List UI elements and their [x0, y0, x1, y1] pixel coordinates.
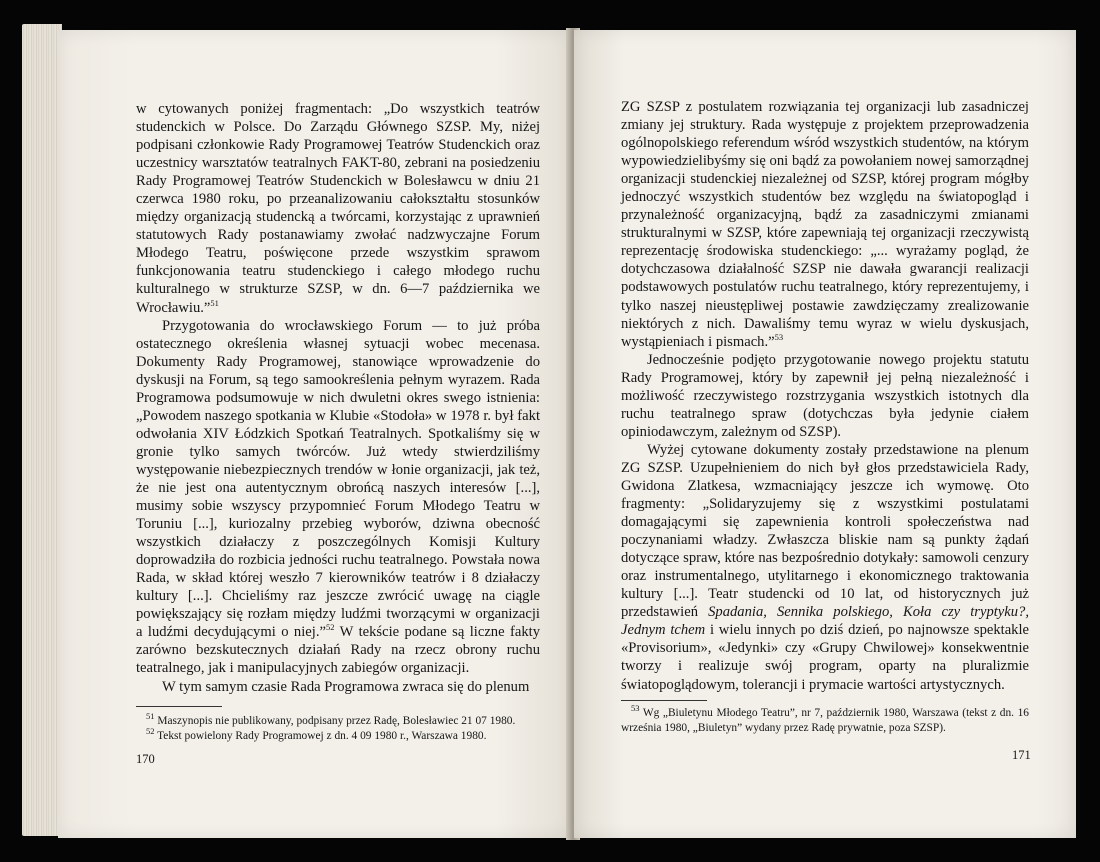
text-run: Spadania, Sennika polskiego, Koła czy tryptyku?, Jednym tchem	[621, 604, 1030, 639]
text-run: w cytowanych poniżej fragmentach: „Do wszystkich teatrów studenckich w Polsce. Do Zarządu Głównego SZSP. My, niżej podpisani członkowie Rady Programowej Teatrów Studenckich oraz uczestnicy warsztatów teatralnych FAKT-80, zebrani na posiedzeniu Rady Programowej Teatrów Studenckich w Bolesławcu w dniu 21 czerwca 1980 roku, po przeanalizowaniu całokształtu stosunków między organizacją studencką a twórcami, korzystając z uprawnień statutowych Rady postanawiamy zwołać nadzwyczajne Forum Młodego Teatru, poświęcone przede wszystkim sprawom funkcjonowania teatru studenckiego i całego młodego ruchu kulturalnego w strukturze SZSP, w dn. 6—7 października we Wrocławiu.”	[136, 101, 540, 316]
page-edges	[22, 24, 62, 836]
right-footnotes	[621, 703, 1029, 736]
paragraph	[136, 100, 540, 317]
text-run: ZG SZSP z postulatem rozwiązania tej organizacji lub zasadniczej zmiany jej struktury. Rada występuje z projektem przeprowadzenia ogólnopolskiego referendum wśród wszystkich studentów, na którym wypowiedzielibyśmy się oni bądź za powołaniem nowej samorządnej organizacji studenckiej niezależnej od SZSP, której program mógłby jednoczyć wszystkich studentów bez względu na światopogląd i przynależność organizacyjną, bądź za zasadniczymi zmianami strukturalnymi w SZSP, które zapewniają tej organizacji rzeczywistą reprezentację środowiska studenckiego: „... wyrażamy pogląd, że dotychczasowa działalność SZSP nie dawała gwarancji realizacji podstawowych postulatów ruchu teatralnego, który reprezentujemy, i tylko naszej nieustępliwej postawie zawdzięczamy zrealizowanie niektórych z nich. Dawaliśmy temu wyraz w wielu dyskusjach, wystąpieniach i pismach.”	[621, 99, 1029, 350]
paragraph	[136, 678, 540, 696]
paragraph	[621, 98, 1029, 351]
footnote-text: Maszynopis nie publikowany, podpisany przez Radę, Bolesławiec 21 07 1980.	[154, 715, 516, 727]
footnote	[621, 703, 1029, 736]
paragraph	[136, 317, 540, 678]
footnote-text: Tekst powielony Rady Programowej z dn. 4 09 1980 r., Warszawa 1980.	[154, 730, 487, 742]
left-footnotes	[136, 711, 540, 744]
text-run: Przygotowania do wrocławskiego Forum — to już próba ostatecznego określenia własnej sytuacji wobec mecenasa. Dokumenty Rady Programowej, stanowiące wprowadzenie do dyskusji na Forum, są tego samookreślenia pełnym wyrazem. Rada Programowa podsumowuje w nich dwuletni okres swego istnienia: „Powodem naszego spotkania w Klubie «Stodoła» w 1978 r. był fakt odwołania XIV Łódzkich Spotkań Teatralnych. Spotkaliśmy się w gronie tylko samych twórców. Już wtedy stwierdziliśmy występowanie niebezpiecznych trendów w łonie organizacji, jak też, że nie jest ona autentycznym obrońcą naszych interesów [...], musimy sobie wszyscy przypomnieć Forum Młodego Teatru w Toruniu [...], kuriozalny przebieg wyborów, dziwna obecność wszystkich działaczy z poszczególnych Komisji Kultury doprowadziła do rozbicia jedności ruchu teatralnego. Powstała nowa Rada, w skład której weszło 7 kierowników teatrów i 8 działaczy kultury [...]. Chcieliśmy raz jeszcze zwrócić uwagę na ciągle powiększający się rozłam między ludźmi tworzącymi w organizacji a ludźmi decydującymi o niej.”	[136, 317, 540, 641]
right-footnote-rule	[621, 700, 707, 701]
footnote-text: Wg „Biuletynu Młodego Teatru”, nr 7, październik 1980, Warszawa (tekst z dn. 16 września 1980, „Biuletyn” wydany przez Radę prywatnie, poza SZSP).	[621, 707, 1029, 734]
text-run: Jednocześnie podjęto przygotowanie nowego projektu statutu Rady Programowej, który by zapewnił jej pełną niezależność i możliwość rzeczywistego rozstrzygania wszystkich istotnych dla ruchu teatralnego spraw (dotychczas była jedynie ciałem opiniodawczym, zależnym od SZSP).	[621, 351, 1029, 440]
footnote-number: 52	[146, 726, 155, 737]
footnote-ref: 53	[774, 331, 784, 342]
footnote-number: 51	[146, 711, 155, 722]
footnote	[136, 711, 540, 729]
text-run: Wyżej cytowane dokumenty zostały przedstawione na plenum ZG SZSP. Uzupełnieniem do nich był głos przedstawiciela Rady, Gwidona Zlatkesa, wzmacniający jeszcze ich wymowę. Oto fragmenty: „Solidaryzujemy się z wszystkimi postulatami domagającymi się zapewnienia kontroli społeczeństwa nad poczynaniami władzy. Zwłaszcza bliskie nam są punkty żądań dotyczące spraw, które nas bezpośrednio dotykały: samowoli cenzury oraz instrumentalnego, utylitarnego i ekonomicznego traktowania kultury [...]. Teatr studencki od 10 lat, od historycznych już przedstawień	[621, 441, 1029, 621]
left-page-number: 170	[136, 752, 155, 766]
right-body-text	[621, 98, 1029, 694]
footnote-number: 53	[631, 703, 640, 714]
footnote-ref: 52	[325, 622, 335, 633]
left-footnote-rule	[136, 706, 222, 707]
text-run: W tekście podane są liczne fakty zarówno bezskutecznych działań Rady na rzecz obrony ruchu teatralnego, jak i manipulacyjnych zabiegów organizacji.	[136, 624, 541, 677]
paragraph	[621, 351, 1029, 441]
text-run: W tym samym czasie Rada Programowa zwraca się do plenum	[162, 678, 530, 695]
left-page	[58, 30, 572, 838]
paragraph	[621, 441, 1029, 694]
right-page	[574, 30, 1076, 838]
text-run: i wielu innych po dziś dzień, po najnowsze spektakle «Provisorium», «Jedynki» czy «Grupy Chwilowej» konsekwentnie tworzy i realizuje swój program, oparty na pluralizmie światopoglądowym, tolerancji i prymacie wartości artystycznych.	[621, 622, 1029, 693]
footnote	[136, 726, 540, 744]
right-page-number: 171	[1012, 748, 1031, 762]
left-body-text	[136, 100, 540, 696]
footnote-ref: 51	[210, 297, 219, 308]
